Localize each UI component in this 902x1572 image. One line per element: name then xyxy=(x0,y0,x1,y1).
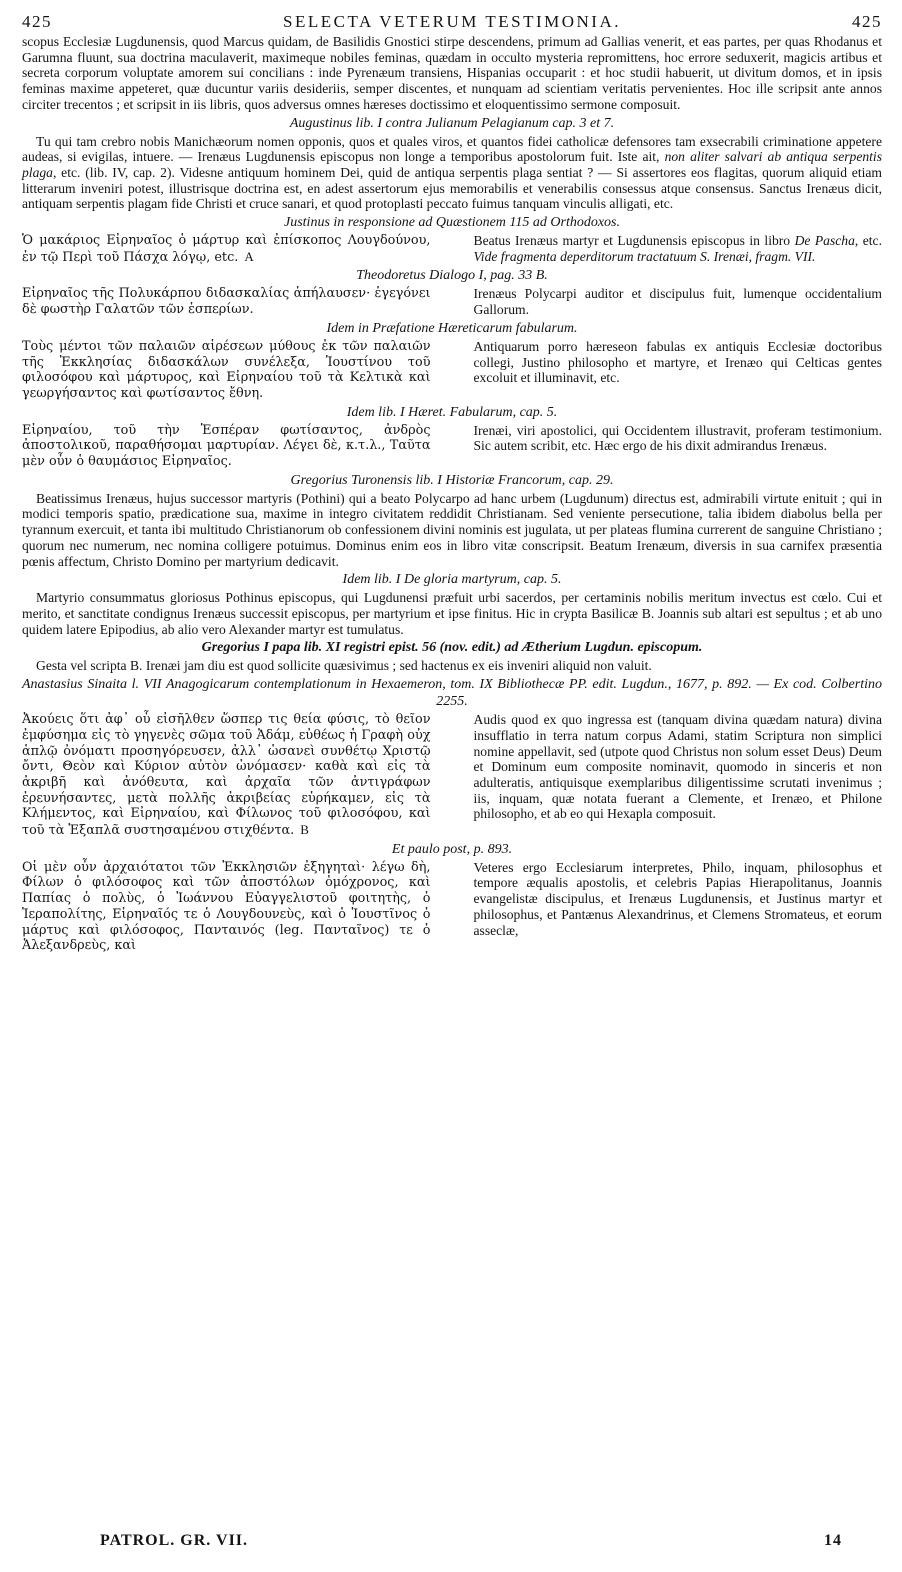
idem-gloria-paragraph: Martyrio consummatus gloriosus Pothinus episcopus, qui Lugdunensi præfuit urbi sacerdos, per certaminis nobilis meritum invectus est cœlo. Cui et merito, et sanctitate condignus Irenæus successit episcopus, per martyrium et ipse finitus. Hic in crypta Basilicæ B. Joannis sub altari est sepultus ; et ab uno quidem latere Epipodius, ab alio vero Alexander martyr est tumulatus. xyxy=(22,590,882,637)
running-header xyxy=(22,10,882,34)
justinus-latin-text-b: , etc. xyxy=(854,233,882,249)
theodoretus-latin: Irenæus Polycarpi auditor et discipulus fuit, lumenque occidentalium Gallorum. xyxy=(473,286,882,318)
paulo-post-columns xyxy=(22,860,882,954)
justinus-greek-text: Ὁ μακάριος Εἰρηναῖος ὁ μάρτυρ καὶ ἐπίσκοπος Λουγδούνου, ἐν τῷ Περὶ τοῦ Πάσχα λόγῳ, etc. xyxy=(22,233,431,265)
source-idem-praefatione: Idem in Præfatione Hæreticarum fabularum. xyxy=(326,320,578,336)
justinus-columns xyxy=(22,233,882,265)
gregorius-turonensis-paragraph: Beatissimus Irenæus, hujus successor martyris (Pothini) qui a beato Polycarpo ad hanc urbem (Lugdunum) directus est, admirabili virtute enituit ; qui in modici temporis spatio, prædicatione sua, maxime in integro civitatem reddidit Christianam. Sed veniente persecutione, talia ibidem diabolus bella per tyrannum exercuit, et tanta ibi multitudo Christianorum ob confessionem divini nominis est jugulata, ut per plateas flumina currerent de sanguine Christiano ; quorum nec numerum, nec nomina colligere potuimus. Dominus enim eos in libro vitæ conscripsit. Beatum Irenæum, diversis in sua carnifex præsentia pœnis affectum, Christo Domino per martyrium dedicavit. xyxy=(22,490,882,569)
source-gregorius-turonensis: Gregorius Turonensis lib. I Historiæ Francorum, cap. 29. xyxy=(290,472,614,488)
theodoretus-greek: Εἰρηναῖος τῆς Πολυκάρπου διδασκαλίας ἀπήλαυσεν· ἐγεγόνει δὲ φωστὴρ Γαλατῶν τῶν ἑσπερίων. xyxy=(22,286,431,318)
justinus-latin xyxy=(474,233,883,265)
source-theodoretus: Theodoretus Dialogo I, pag. 33 B. xyxy=(356,268,548,284)
anastasius-greek-text: Ἀκούεις ὅτι ἀφ᾽ οὗ εἰσῆλθεν ὥσπερ τις θεία φύσις, τὸ θεῖον ἐμφύσημα εἰς τὸ γηγενὲς σῶμα τοῦ Ἀδάμ, εὐθέως ἡ Γραφὴ οὐχ ἁπλῷ ὀνόματι προσηγόρευσεν, ἀλλ᾽ ὡσανεὶ συνθέτῳ Χριστῷ ὄντι, Θεὸν καὶ Κύριον αὐτὸν ὠνόμασεν· καθὰ καὶ εἰς τὰ ἀκριβῆ καὶ ἀνόθευτα, καὶ ἀρχαῖα τῶν ἀντιγράφων ἐρευνήσαντες, μετὰ πολλῆς ἀκριβείας εὑρήκαμεν, εἰς τὰ Κλήμεντος, καὶ Εἰρηναίου, καὶ Φίλωνος τοῦ φιλοσόφου, καὶ τοῦ τὰ Ἑξαπλᾶ συστησαμένου στιχθέντα. xyxy=(22,712,431,839)
paulo-post-greek: Οἱ μὲν οὖν ἀρχαιότατοι τῶν Ἐκκλησιῶν ἐξηγηταὶ· λέγω δὴ, Φίλων ὁ φιλόσοφος καὶ τῶν ἀποστόλων ὁμόχρονος, καὶ Παπίας ὁ πολὺς, ὁ Ἰωάννου Εὐαγγελιστοῦ φοιτητὴς, ὁ Ἱεραπολίτης, Εἰρηναῖός τε ὁ Λουγδουνεὺς, καὶ ὁ Ἰουστῖνος ὁ μάρτυς καὶ φιλόσοφος, Πανταινός (leg. Πανταῖνος) τε ὁ Ἀλεξανδρεὺς, καὶ xyxy=(22,859,431,954)
justinus-greek: Ὁ μακάριος Εἰρηναῖος ὁ μάρτυρ καὶ ἐπίσκοπος Λουγδούνου, ἐν τῷ Περὶ τοῦ Πάσχα λόγῳ, etc. A xyxy=(22,233,431,265)
augustinus-paragraph xyxy=(22,134,882,213)
justinus-latin-text-a: Beatus Irenæus martyr et Lugdunensis episcopus in libro xyxy=(473,233,795,249)
idem-lib-columns xyxy=(22,423,882,470)
idem-lib-greek: Εἰρηναίου, τοῦ τὴν Ἑσπέραν φωτίσαντος, ἀνδρὸς ἀποστολικοῦ, παραθήσομαι μαρτυρίαν. Λέγει δὲ, κ.τ.λ., Ταῦτα μὲν οὖν ὁ θαυμάσιος Εἰρηναῖος. xyxy=(22,422,431,470)
idem-praefatione-latin: Antiquarum porro hæreseon fabulas ex antiquis Ecclesiæ doctoribus collegi, Justino philosopho et martyre, et Irenæo qui Celticas gentes excoluit et illuminavit, etc. xyxy=(473,338,882,386)
idem-lib-latin: Irenæi, viri apostolici, qui Occidentem illustravit, proferam testimonium. Sic autem scribit, etc. Hæc ergo de his dixit admirandus Irenæus. xyxy=(473,422,882,454)
anastasius-columns xyxy=(22,712,882,839)
augustinus-quote: non aliter salvari ab antiqua serpentis plaga xyxy=(22,149,883,180)
theodoretus-columns xyxy=(22,286,882,317)
augustinus-text-a: Tu qui tam crebro nobis Manichæorum nomen opponis, quos et quales viros, et quantos fidei catholicæ defensores tam exsecrabili criminatione appetere audeas, si evigilas, intuere. — Irenæus Lugdunensis episcopus non longe a temporibus apostolorum fuit. Iste ait, xyxy=(22,133,882,165)
footer-signature: PATROL. GR. VII. xyxy=(100,1532,249,1549)
idem-praefatione-greek: Τοὺς μέντοι τῶν παλαιῶν αἱρέσεων μύθους ἐκ τῶν παλαιῶν τῆς Ἐκκλησίας διδασκάλων συνέλεξα, Ἰουστίνου τοῦ φιλοσόφου καὶ μάρτυρος, καὶ Εἰρηναίου τοῦ τὰ Κελτικὰ καὶ γεωργήσαντος καὶ φωτίσαντος ἔθνη. xyxy=(22,338,431,401)
justinus-latin-note: Vide fragmenta deperditorum tractatuum S. Irenæi, fragm. VII. xyxy=(473,248,816,264)
intro-paragraph: scopus Ecclesiæ Lugdunensis, quod Marcus quidam, de Basilidis Gnostici stirpe descendens, primum ad Gallias venerit, et eas partes, per quas Rhodanus et Garumna fluunt, sua doctrina maculaverit, maximeque nobiles feminas, quædam in occulto mysteria repromittens, hoc errore seduxerit, magicis artibus et secreta corporum voluptate amorem sui concilians : inde Pyrenæum transiens, Hispanias occuparit : et hoc studii habuerit, ut divitum domos, et in ipsis feminas maxime appeteret, quæ ducuntur variis desideriis, semper discentes, et nunquam ad scientiam veritatis pervenientes. Hoc ille scripsit ante annos circiter trecentos ; et scripsit in iis libris, quos adversus omnes hæreses doctissimo et eloquentissimo sermone composuit. xyxy=(22,34,882,112)
footer-sheet-number: 14 xyxy=(824,1532,842,1549)
source-idem-lib: Idem lib. I Hæret. Fabularum, cap. 5. xyxy=(346,404,558,420)
page-number-right: 425 xyxy=(851,12,882,31)
anastasius-latin: Audis quod ex quo ingressa est (tanquam divina quædam natura) divina insufflatio in terra natum corpus Adami, statim Scriptura non simplici nomine appellavit, sed (utpote quod Christus non solum esset Deus) Deum et Dominum eum composite nominavit, quomodo in sinceris et non adulteratis, antiquisque exemplaribus diligentissime scrutati invenimus ; iis, inquam, quæ notata fuerant a Clemente, et Irenæo, et Philone philosopho, et ab eo qui Hexapla composuit. xyxy=(473,712,882,822)
source-anastasius: Anastasius Sinaita l. VII Anagogicarum contemplationum in Hexaemeron, tom. IX Bibliothecæ PP. edit. Lugdun., 1677, p. 892. — Ex cod. Colbertino 2255. xyxy=(22,677,882,710)
justinus-latin-title: De Pascha xyxy=(794,233,855,249)
idem-praefatione-columns xyxy=(22,339,882,402)
paulo-post-latin: Veteres ergo Ecclesiarum interpretes, Philo, inquam, philosophus et tempore æqualis apostolis, et celebris Papias Hierapolitanus, Joannis evangelistæ discipulus, et Irenæus Lugdunensis, et Justinus martyr et philosophus, et Pantænus Alexandrinus, et Clemens Stromateus, et eorum asseclæ, xyxy=(473,859,882,938)
anastasius-greek: Ἀκούεις ὅτι ἀφ᾽ οὗ εἰσῆλθεν ὥσπερ τις θεία φύσις, τὸ θεῖον ἐμφύσημα εἰς τὸ γηγενὲς σῶμα τοῦ Ἀδάμ, εὐθέως ἡ Γραφὴ οὐχ ἁπλῷ ὀνόματι προσηγόρευσεν, ἀλλ᾽ ὡσανεὶ συνθέτῳ Χριστῷ ὄντι, Θεὸν καὶ Κύριον αὐτὸν ὠνόμασεν· καθὰ καὶ εἰς τὰ ἀκριβῆ καὶ ἀνόθευτα, καὶ ἀρχαῖα τῶν ἀντιγράφων ἐρευνήσαντες, μετὰ πολλῆς ἀκριβείας εὑρήκαμεν, εἰς τὰ Κλήμεντος, καὶ Εἰρηναίου, καὶ Φίλωνος τοῦ φιλοσόφου, καὶ τοῦ τὰ Ἑξαπλᾶ συστησαμένου στιχθέντα. B xyxy=(22,712,431,839)
source-idem-gloria: Idem lib. I De gloria martyrum, cap. 5. xyxy=(342,572,562,588)
source-justinus: Justinus in responsione ad Quæstionem 115 ad Orthodoxos. xyxy=(284,215,620,231)
running-title: SELECTA VETERUM TESTIMONIA. xyxy=(283,12,621,31)
page-number-left: 425 xyxy=(22,12,52,31)
source-gregorius-papa: Gregorius I papa lib. XI registri epist. 56 (nov. edit.) ad Ætherium Lugdun. episcopum. xyxy=(201,640,703,656)
gregorius-papa-paragraph: Gesta vel scripta B. Irenæi jam diu est quod sollicite quæsivimus ; sed hactenus ex eis inveniri aliquid non valuit. xyxy=(36,658,652,674)
source-paulo-post: Et paulo post, p. 893. xyxy=(391,841,513,857)
source-augustinus: Augustinus lib. I contra Julianum Pelagianum cap. 3 et 7. xyxy=(289,115,615,131)
page-footer xyxy=(0,1532,902,1550)
augustinus-text-b: , etc. (lib. IV, cap. 2). Videsne antiquum hominem Dei, quid de antiqua serpentis plaga sentiat ? — Si assertores eos flagitas, quorum aliquid etiam litterarum inveniri potest, illustrisque doctrina est, en adest assertorum ejus memorabilis et venerabilis consessus atque consensus. Sanctus Irenæus dicit, antiquam serpentis plagam fide Christi et cruce sanari, et quod protoplasti peccato fuimus tanquam vinculis alligati, etc. xyxy=(22,164,882,212)
